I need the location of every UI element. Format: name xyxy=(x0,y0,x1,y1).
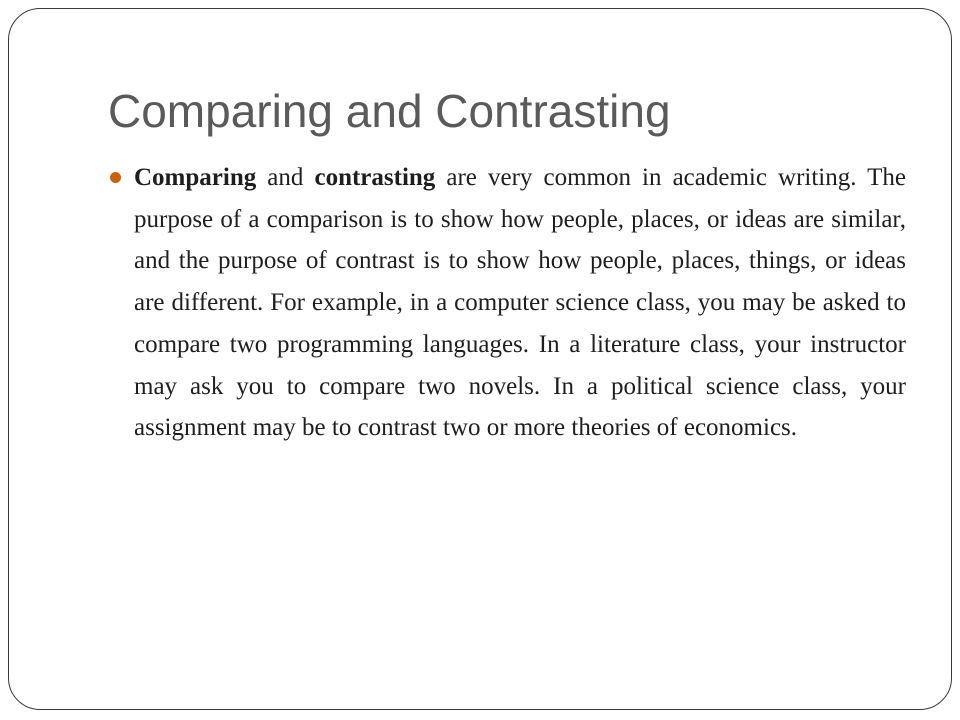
term-comparing: Comparing xyxy=(134,164,257,191)
slide-title: Comparing and Contrasting xyxy=(108,85,671,137)
bullet-item xyxy=(108,157,906,449)
term-contrasting: contrasting xyxy=(314,164,436,191)
bullet-body-text: are very common in academic writing. The purpose of a comparison is to show how people, places, or ideas are similar, and the purpose of contrast is to show how people, places, things, or ideas are different. For example, in a computer science class, you may be asked to compare two programming languages. In a literature class, your instructor may ask you to compare two novels. In a political science class, your assignment may be to contrast two or more theories of economics. xyxy=(134,164,906,442)
bullet-list xyxy=(108,157,906,449)
bullet-dot-icon xyxy=(110,172,121,183)
bullet-connector: and xyxy=(256,164,315,191)
